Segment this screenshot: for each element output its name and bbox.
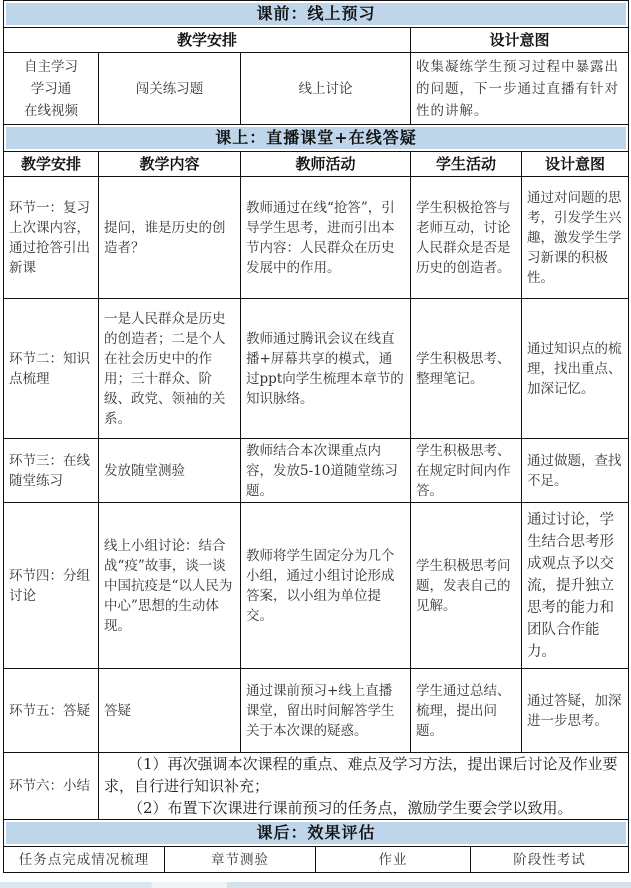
teacher-cell: 教师通过腾讯会议在线直播+屏幕共享的模式，通过ppt向学生梳理本章节的知识脉络。 bbox=[241, 299, 411, 439]
header-arrangement: 教学安排 bbox=[4, 28, 411, 53]
bottom-edge-strip bbox=[0, 882, 631, 888]
self-study-cell bbox=[4, 53, 99, 125]
intent-cell: 通过做题，查找不足。 bbox=[522, 439, 629, 503]
self-study-line: 在线视频 bbox=[24, 102, 78, 119]
self-study-line: 学习通 bbox=[30, 80, 72, 97]
student-cell: 学生通过总结、梳理，提出问题。 bbox=[411, 669, 522, 753]
arrangement-cell: 环节六：小结 bbox=[4, 753, 99, 820]
post-item: 任务点完成情况梳理 bbox=[4, 847, 165, 873]
content-cell: 提问，谁是历史的创造者？ bbox=[99, 177, 241, 299]
in-class-band bbox=[4, 125, 629, 152]
student-cell: 学生积极抢答与老师互动，讨论人民群众是否是历史的创造者。 bbox=[411, 177, 522, 299]
summary-point: （1）再次强调本次课程的重点、难点及学习方法，提出课后讨论及作业要求，自行进行知识补充； bbox=[104, 755, 618, 795]
post-class-title: 课后：效果评估 bbox=[6, 822, 626, 844]
content-cell: 一是人民群众是历史的创造者；二是个人在社会历史中的作用；三十群众、阶级、政党、领袖的关系。 bbox=[99, 299, 241, 439]
header-col: 教师活动 bbox=[241, 152, 411, 177]
intent-cell: 通过答疑，加深进一步思考。 bbox=[522, 669, 629, 753]
table-row bbox=[4, 439, 629, 503]
content-cell: 线上小组讨论：结合战“疫”故事，谈一谈中国抗疫是“以人民为中心”思想的生动体现。 bbox=[99, 503, 241, 669]
exercise-cell: 闯关练习题 bbox=[99, 53, 241, 125]
summary-row bbox=[4, 753, 629, 820]
in-class-title: 课上：直播课堂+在线答疑 bbox=[6, 127, 626, 149]
post-item: 章节测验 bbox=[165, 847, 316, 873]
post-class-row bbox=[4, 847, 629, 873]
arrangement-cell: 环节五：答疑 bbox=[4, 669, 99, 753]
content-cell: 答疑 bbox=[99, 669, 241, 753]
arrangement-cell: 环节四：分组讨论 bbox=[4, 503, 99, 669]
post-item: 作业 bbox=[316, 847, 471, 873]
table-row bbox=[4, 177, 629, 299]
student-cell: 学生积极思考问题，发表自己的见解。 bbox=[411, 503, 522, 669]
table-row bbox=[4, 503, 629, 669]
arrangement-cell: 环节二：知识点梳理 bbox=[4, 299, 99, 439]
table-row bbox=[4, 669, 629, 753]
pre-class-band bbox=[4, 1, 629, 28]
summary-point: （2）布置下次课进行课前预习的任务点，激励学生要会学以致用。 bbox=[128, 799, 573, 817]
post-class-table bbox=[3, 820, 629, 873]
pre-intent-cell: 收集凝练学生预习过程中暴露出的问题，下一步通过直播有针对性的讲解。 bbox=[411, 53, 629, 125]
self-study-line: 自主学习 bbox=[24, 58, 78, 75]
intent-cell: 通过讨论，学生结合思考形成观点予以交流，提升独立思考的能力和团队合作能力。 bbox=[522, 503, 629, 669]
in-class-table bbox=[3, 125, 629, 820]
header-col: 设计意图 bbox=[522, 152, 629, 177]
lesson-plan-document bbox=[3, 0, 628, 873]
summary-cell bbox=[99, 753, 629, 820]
arrangement-cell: 环节三：在线随堂练习 bbox=[4, 439, 99, 503]
post-class-band bbox=[4, 820, 629, 847]
header-col: 教学内容 bbox=[99, 152, 241, 177]
in-class-header-row bbox=[4, 152, 629, 177]
teacher-cell: 通过课前预习+线上直播课堂，留出时间解答学生关于本次课的疑惑。 bbox=[241, 669, 411, 753]
header-col: 学生活动 bbox=[411, 152, 522, 177]
pre-class-title: 课前：线上预习 bbox=[6, 3, 626, 25]
header-col: 教学安排 bbox=[4, 152, 99, 177]
pre-class-row bbox=[4, 53, 629, 125]
content-cell: 发放随堂测验 bbox=[99, 439, 241, 503]
pre-class-table bbox=[3, 0, 629, 125]
table-row bbox=[4, 299, 629, 439]
teacher-cell: 教师通过在线“抢答”，引导学生思考，进而引出本节内容：人民群众在历史发展中的作用。 bbox=[241, 177, 411, 299]
intent-cell: 通过对问题的思考，引发学生兴趣，激发学生学习新课的积极性。 bbox=[522, 177, 629, 299]
student-cell: 学生积极思考、在规定时间内作答。 bbox=[411, 439, 522, 503]
post-item: 阶段性考试 bbox=[471, 847, 629, 873]
arrangement-cell: 环节一：复习上次课内容，通过抢答引出新课 bbox=[4, 177, 99, 299]
header-intent: 设计意图 bbox=[411, 28, 629, 53]
intent-cell: 通过知识点的梳理，找出重点、加深记忆。 bbox=[522, 299, 629, 439]
teacher-cell: 教师将学生固定分为几个小组，通过小组讨论形成答案，以小组为单位提交。 bbox=[241, 503, 411, 669]
teacher-cell: 教师结合本次课重点内容，发放5-10道随堂练习题。 bbox=[241, 439, 411, 503]
discussion-cell: 线上讨论 bbox=[241, 53, 411, 125]
pre-class-header-row bbox=[4, 28, 629, 53]
student-cell: 学生积极思考、整理笔记。 bbox=[411, 299, 522, 439]
